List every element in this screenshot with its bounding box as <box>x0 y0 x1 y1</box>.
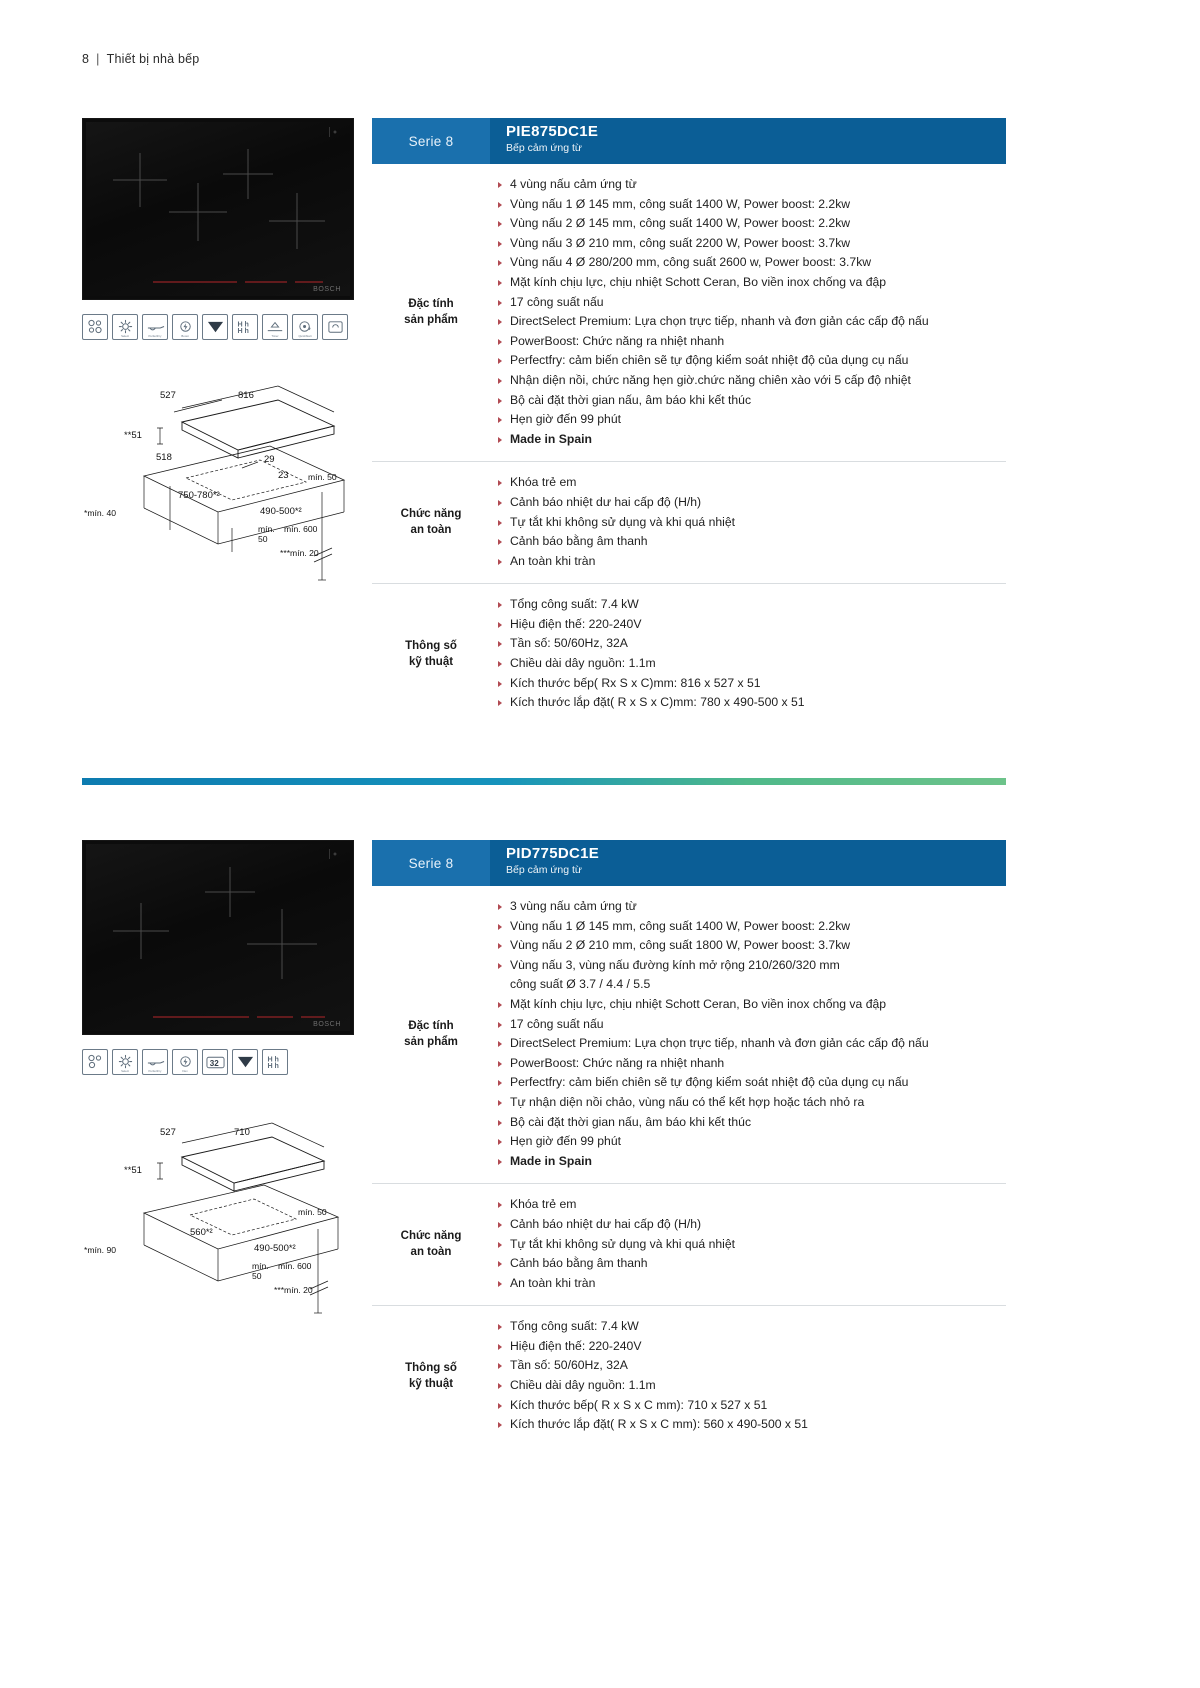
list-item: Mặt kính chịu lực, chịu nhiệt Schott Ceran, Bo viền inox chống va đập <box>490 995 998 1015</box>
dim-thickness-label: **51 <box>124 1165 142 1176</box>
product-2-safety-body <box>490 1184 1006 1305</box>
list-item: Mặt kính chịu lực, chịu nhiệt Schott Ceran, Bo viền inox chống va đập <box>490 273 998 293</box>
list-item: Khóa trẻ em <box>490 1195 998 1215</box>
dim-cut-depth-label: 490-500*² <box>254 1243 296 1254</box>
product-1-safety-label: Chức năng an toàn <box>400 508 462 536</box>
residual-heat-hh-icon <box>262 1049 288 1075</box>
header-separator: | <box>96 52 100 66</box>
brand-wordmark: BOSCH <box>313 286 341 293</box>
dim-min50-label: mín. 50 <box>308 472 337 482</box>
dim-min50b-line1: mín. <box>252 1261 269 1271</box>
dim-min20-label: ***mín. 20 <box>280 548 319 558</box>
product-1-safety-body <box>490 462 1006 583</box>
page-number: 8 <box>82 52 90 66</box>
product-1-technical-section <box>372 584 1006 725</box>
svg-text:H: H <box>237 327 243 335</box>
cooking-zone-1-mark <box>113 153 167 207</box>
product-2-safety-section <box>372 1184 1006 1306</box>
quick-start-icon: QuickStart <box>292 314 318 340</box>
list-item: Chiều dài dây nguồn: 1.1m <box>490 654 998 674</box>
product-2-title-box <box>490 840 1006 886</box>
product-2-features-section <box>372 886 1006 1184</box>
svg-text:H: H <box>267 1062 273 1070</box>
dim-min50b-line2: 50 <box>258 534 268 544</box>
list-item: PowerBoost: Chức năng ra nhiệt nhanh <box>490 1054 998 1074</box>
cooking-zones-icon <box>82 314 108 340</box>
product-1-features-section <box>372 164 1006 462</box>
cooking-zone-4-mark <box>269 193 325 249</box>
list-item: Tự tắt khi không sử dụng và khi quá nhiệt <box>490 1235 998 1255</box>
product-2-feature-icons <box>82 1049 354 1075</box>
list-item: Vùng nấu 1 Ø 145 mm, công suất 1400 W, Power boost: 2.2kw <box>490 917 998 937</box>
powerboost-icon: Boost <box>172 314 198 340</box>
dim-cut-width-label: 560*² <box>190 1227 213 1238</box>
perfectfry-icon: PerfectFry <box>142 1049 168 1075</box>
product-1-features-body <box>490 164 1006 461</box>
dim-width-label: 710 <box>234 1127 250 1138</box>
list-item: Tần số: 50/60Hz, 32A <box>490 634 998 654</box>
list-item: Nhận diện nồi, chức năng hẹn giờ.chức năng chiên xào với 5 cấp độ nhiệt <box>490 371 998 391</box>
list-item: Bộ cài đặt thời gian nấu, âm báo khi kết thúc <box>490 391 998 411</box>
list-item: Hẹn giờ đến 99 phút <box>490 1132 998 1152</box>
list-item: 3 vùng nấu cảm ứng từ <box>490 897 998 917</box>
flexinduction-icon: Flex <box>172 1049 198 1075</box>
dim-cut-width-label: 750-780*² <box>178 490 220 501</box>
product-2-features-body <box>490 886 1006 1183</box>
cooking-zone-1-mark <box>113 903 169 959</box>
list-item: Kích thước lắp đặt( R x S x C mm): 560 x 490-500 x 51 <box>490 1415 998 1435</box>
product-2-dimension-drawing <box>82 1115 354 1330</box>
list-item: Cảnh báo bằng âm thanh <box>490 1254 998 1274</box>
list-item: Kích thước bếp( Rx S x C)mm: 816 x 527 x 51 <box>490 674 998 694</box>
product-1-serie-badge: Serie 8 <box>372 118 490 164</box>
list-item: Vùng nấu 2 Ø 145 mm, công suất 1400 W, Power boost: 2.2kw <box>490 214 998 234</box>
page-header <box>82 52 199 66</box>
product-1-safety-section <box>372 462 1006 584</box>
list-item: Vùng nấu 2 Ø 210 mm, công suất 1800 W, Power boost: 3.7kw <box>490 936 998 956</box>
svg-text:h: h <box>244 320 249 329</box>
residual-heat-hh-icon <box>232 314 258 340</box>
product-2-safety-label: Chức năng an toàn <box>400 1230 462 1258</box>
product-1-subtitle: Bếp cảm ứng từ <box>506 141 582 154</box>
svg-text:h: h <box>274 1062 279 1070</box>
list-item: Chiều dài dây nguồn: 1.1m <box>490 1376 998 1396</box>
brand-logo-icon <box>327 127 343 137</box>
list-item: Perfectfry: cảm biến chiên sẽ tự động kiểm soát nhiệt độ của dụng cụ nấu <box>490 351 998 371</box>
list-item: An toàn khi tràn <box>490 1274 998 1294</box>
perfectfry-icon: PerfectFry <box>142 314 168 340</box>
brand-logo-icon <box>327 849 343 859</box>
product-2-spec-column <box>372 840 1006 1447</box>
product-2-technical-body <box>490 1306 1006 1447</box>
svg-text:32: 32 <box>209 1058 219 1068</box>
product-2-serie-badge: Serie 8 <box>372 840 490 886</box>
product-2-media-column <box>82 840 354 1330</box>
product-1-spec-column <box>372 118 1006 725</box>
list-item-continuation: công suất Ø 3.7 / 4.4 / 5.5 <box>510 977 651 992</box>
svg-text:H: H <box>267 1055 273 1064</box>
list-item: Hẹn giờ đến 99 phút <box>490 410 998 430</box>
product-1-photo <box>82 118 354 300</box>
list-item: Vùng nấu 1 Ø 145 mm, công suất 1400 W, Power boost: 2.2kw <box>490 195 998 215</box>
product-1-feature-icons <box>82 314 354 340</box>
list-item: 17 công suất nấu <box>490 1015 998 1035</box>
timer-icon: Timer <box>262 314 288 340</box>
list-item: Hiệu điện thế: 220-240V <box>490 615 998 635</box>
list-item: Khóa trẻ em <box>490 473 998 493</box>
list-item: Hiệu điện thế: 220-240V <box>490 1337 998 1357</box>
dim-min600-label: mín. 600 <box>278 1261 312 1271</box>
product-1-safety-list <box>490 473 998 571</box>
cooking-zones-icon <box>82 1049 108 1075</box>
list-item: 17 công suất nấu <box>490 293 998 313</box>
list-item: Made in Spain <box>490 1152 998 1172</box>
product-2-technical-label: Thông số kỹ thuật <box>405 1362 457 1390</box>
product-2-features-list <box>490 897 998 1171</box>
power-32-icon <box>202 1049 228 1075</box>
page-section-title: Thiết bị nhà bếp <box>106 52 200 66</box>
product-1-title-box <box>490 118 1006 164</box>
product-2-technical-list <box>490 1317 998 1435</box>
list-item: Cảnh báo nhiệt dư hai cấp độ (H/h) <box>490 493 998 513</box>
list-item: 4 vùng nấu cảm ứng từ <box>490 175 998 195</box>
panel-indicator-icon <box>232 1049 258 1075</box>
svg-text:h: h <box>244 327 249 335</box>
brand-wordmark: BOSCH <box>313 1021 341 1028</box>
dim-inner-width-label: 518 <box>156 452 172 463</box>
svg-text:h: h <box>274 1055 279 1064</box>
product-2-model: PID775DC1E <box>506 845 600 862</box>
list-item: Tổng công suất: 7.4 kW <box>490 595 998 615</box>
list-item: Perfectfry: cảm biến chiên sẽ tự động kiểm soát nhiệt độ của dụng cụ nấu <box>490 1073 998 1093</box>
list-item: Tần số: 50/60Hz, 32A <box>490 1356 998 1376</box>
cooking-zone-3-mark <box>247 909 317 979</box>
product-1-technical-list <box>490 595 998 713</box>
list-item: Tổng công suất: 7.4 kW <box>490 1317 998 1337</box>
product-1-model: PIE875DC1E <box>506 123 599 140</box>
list-item: An toàn khi tràn <box>490 552 998 572</box>
list-item: Tự tắt khi không sử dụng và khi quá nhiệt <box>490 513 998 533</box>
product-2-features-label: Đặc tính sản phẩm <box>404 1020 458 1048</box>
dim-min600-label: mín. 600 <box>284 524 318 534</box>
product-1-technical-label: Thông số kỹ thuật <box>405 640 457 668</box>
list-item: Made in Spain <box>490 430 998 450</box>
product-1-media-column <box>82 118 354 605</box>
made-in-spain-icon <box>322 314 348 340</box>
product-2-subtitle: Bếp cảm ứng từ <box>506 863 582 876</box>
dim-width-label: 816 <box>238 390 254 401</box>
dim-29-label: 29 <box>264 454 275 465</box>
list-item: Vùng nấu 3, vùng nấu đường kính mở rộng 210/260/320 mm <box>490 956 998 976</box>
dim-min20-label: ***mín. 20 <box>274 1285 313 1295</box>
product-1-features-label: Đặc tính sản phẩm <box>404 298 458 326</box>
list-item: Vùng nấu 3 Ø 210 mm, công suất 2200 W, Power boost: 3.7kw <box>490 234 998 254</box>
list-item: DirectSelect Premium: Lựa chọn trực tiếp, nhanh và đơn giản các cấp độ nấu <box>490 1034 998 1054</box>
list-item: Bộ cài đặt thời gian nấu, âm báo khi kết thúc <box>490 1113 998 1133</box>
cooking-zone-2-mark <box>169 183 227 241</box>
dim-min50b-line1: mín. <box>258 524 275 534</box>
flexinduction-icon <box>202 314 228 340</box>
list-item: Tự nhận diện nồi chảo, vùng nấu có thể kết hợp hoặc tách nhỏ ra <box>490 1093 998 1113</box>
hob-control-panel <box>153 1008 320 1018</box>
dim-cut-depth-label: 490-500*² <box>260 506 302 517</box>
dim-thickness-label: **51 <box>124 430 142 441</box>
list-item: Kích thước lắp đặt( R x S x C)mm: 780 x 490-500 x 51 <box>490 693 998 713</box>
hob-control-panel <box>153 273 320 283</box>
product-2-technical-section <box>372 1306 1006 1447</box>
dim-depth-label: 527 <box>160 1127 176 1138</box>
svg-text:H: H <box>237 320 243 329</box>
product-1-technical-body <box>490 584 1006 725</box>
list-item: DirectSelect Premium: Lựa chọn trực tiếp, nhanh và đơn giản các cấp độ nấu <box>490 312 998 332</box>
directselect-icon: Select <box>112 314 138 340</box>
cooking-zone-3-mark <box>223 149 273 199</box>
product-1-header <box>372 118 1006 164</box>
product-1-dimension-drawing <box>82 380 354 605</box>
list-item: Vùng nấu 4 Ø 280/200 mm, công suất 2600 w, Power boost: 3.7kw <box>490 253 998 273</box>
list-item: Cảnh báo nhiệt dư hai cấp độ (H/h) <box>490 1215 998 1235</box>
product-2-header <box>372 840 1006 886</box>
dim-min50-label: mín. 50 <box>298 1207 327 1217</box>
dim-min40-label: *mín. 40 <box>84 508 117 518</box>
dim-23-label: 23 <box>278 470 289 481</box>
directselect-icon: Select <box>112 1049 138 1075</box>
dim-min90-label: *mín. 90 <box>84 1245 117 1255</box>
dim-min50b-line2: 50 <box>252 1271 262 1281</box>
list-item: PowerBoost: Chức năng ra nhiệt nhanh <box>490 332 998 352</box>
product-2-photo <box>82 840 354 1035</box>
dim-depth-label: 527 <box>160 390 176 401</box>
product-1-features-list <box>490 175 998 449</box>
product-2-safety-list <box>490 1195 998 1293</box>
list-item: Cảnh báo bằng âm thanh <box>490 532 998 552</box>
list-item: Kích thước bếp( R x S x C mm): 710 x 527 x 51 <box>490 1396 998 1416</box>
section-divider <box>82 778 1006 785</box>
